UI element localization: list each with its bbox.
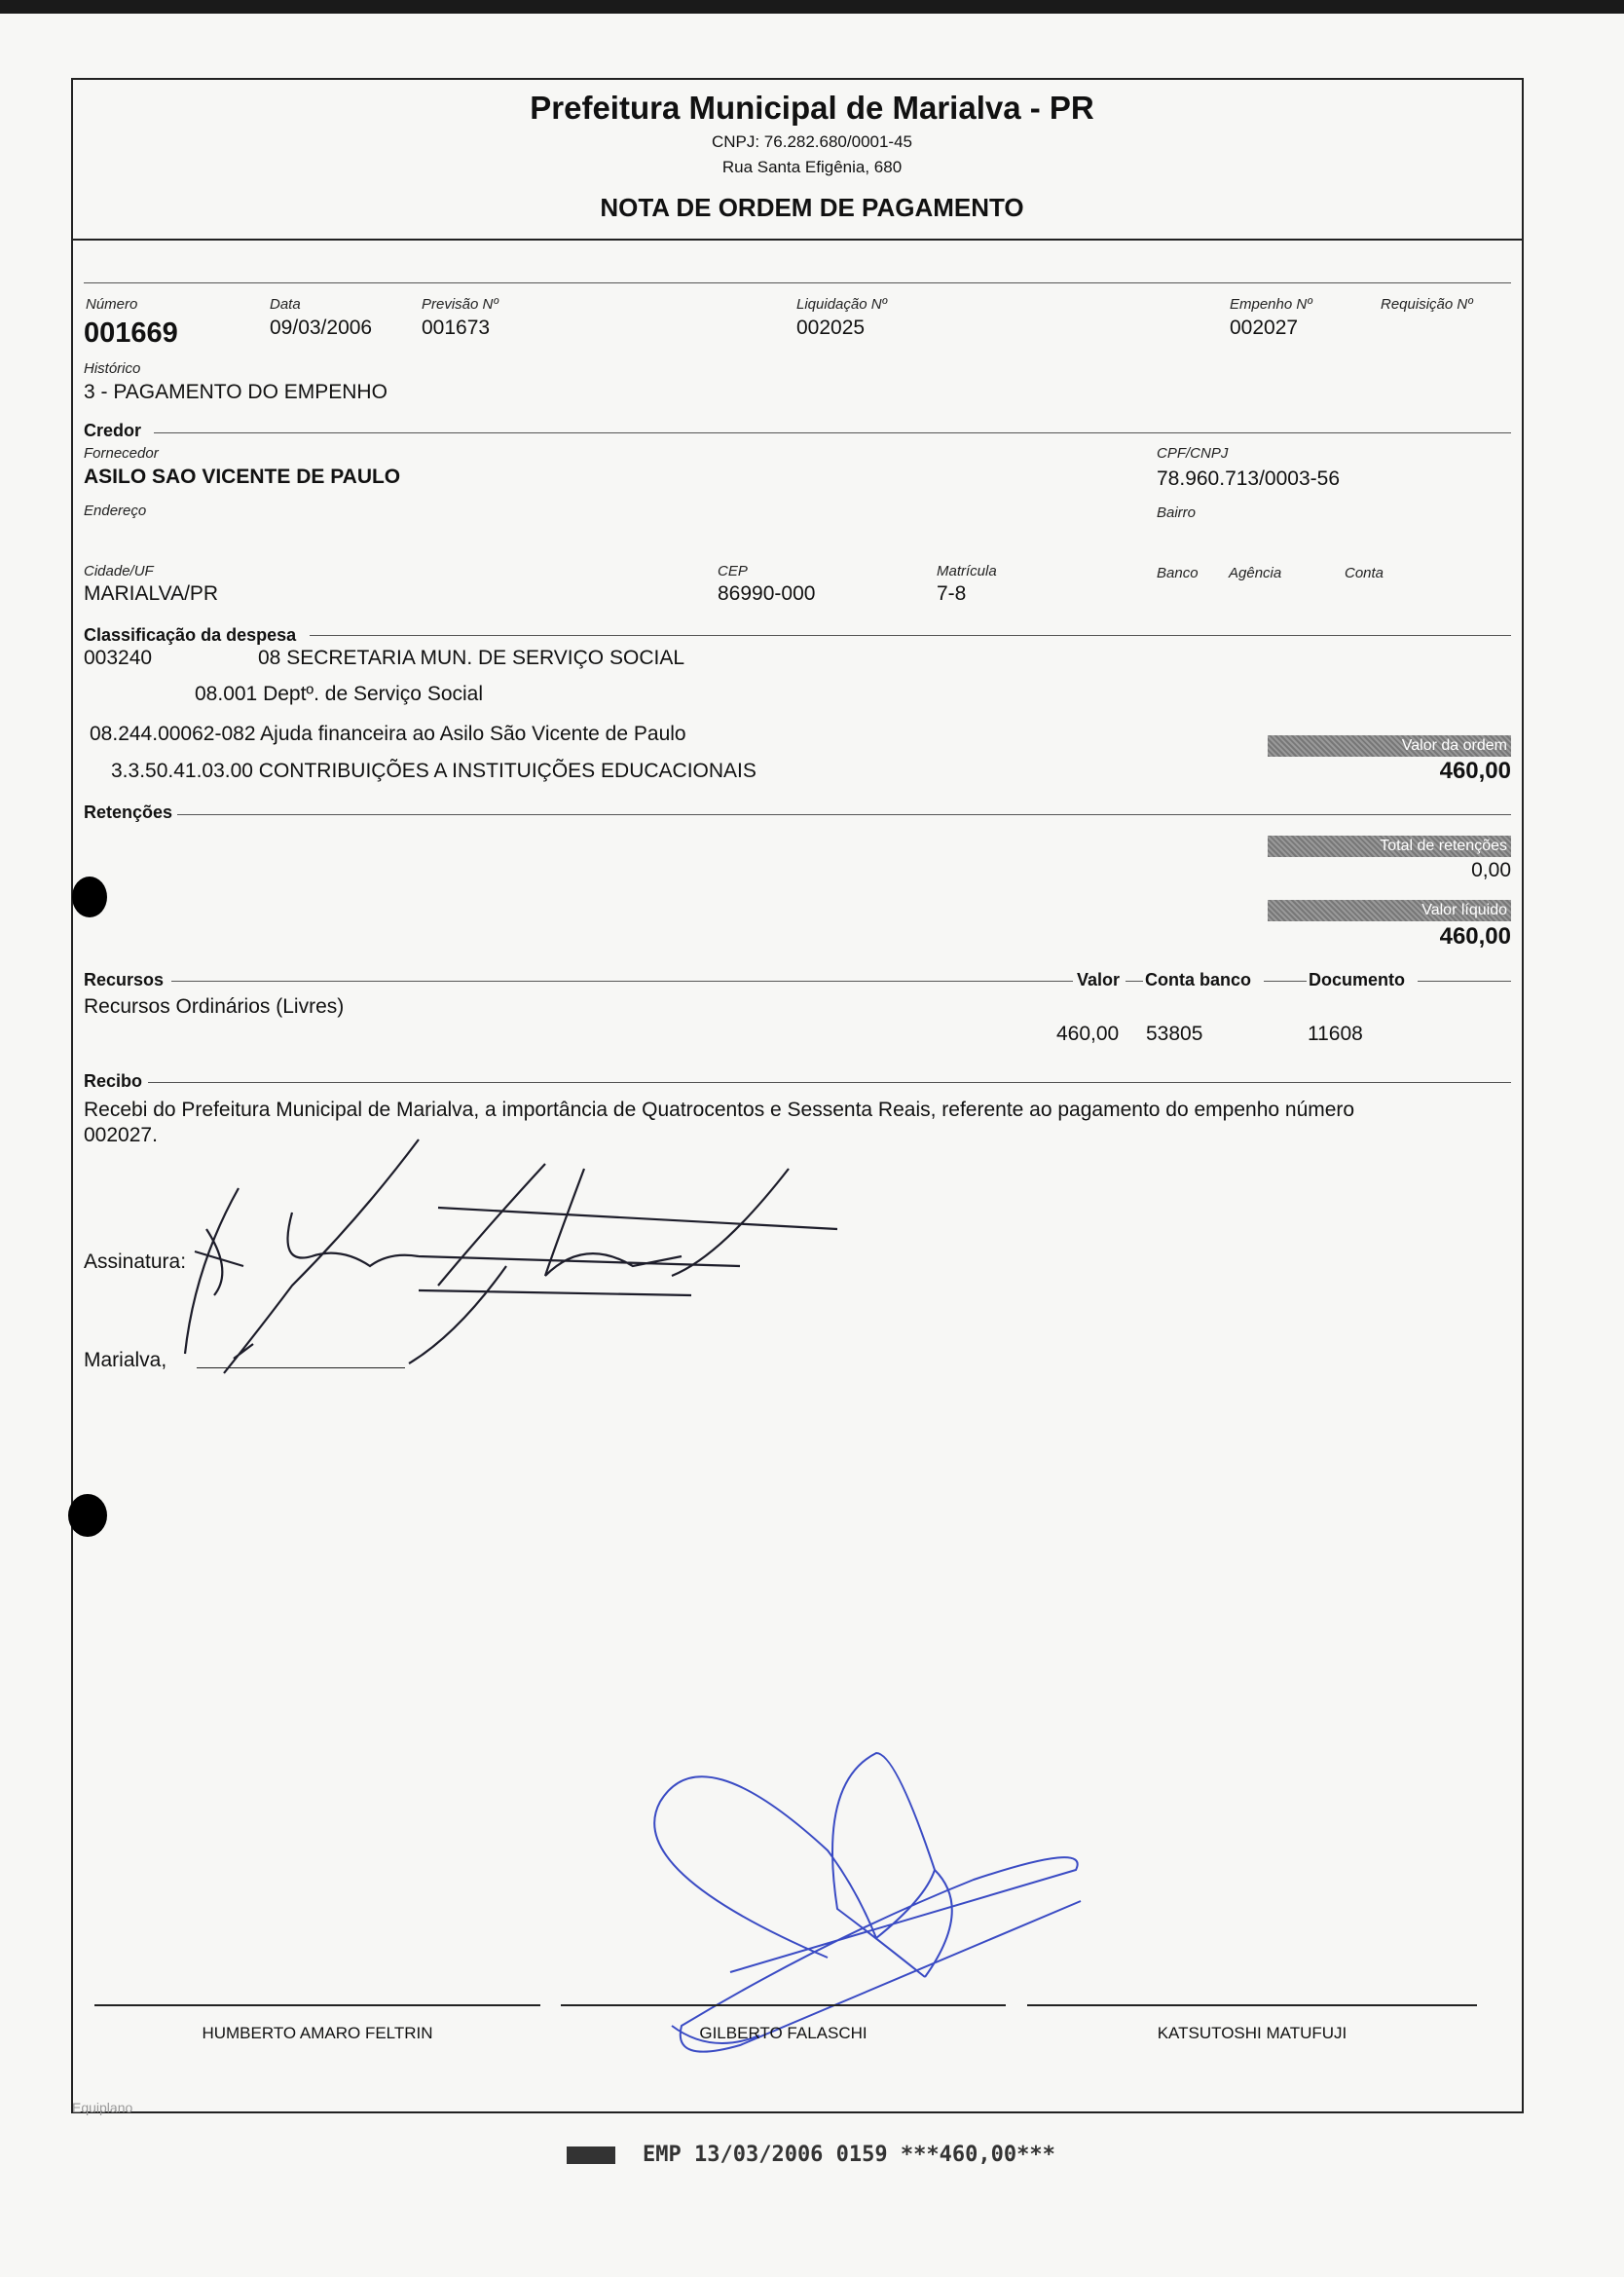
- cnpj-line: CNPJ: 76.282.680/0001-45: [711, 132, 913, 151]
- valor-ordem-value: 460,00: [1439, 758, 1511, 784]
- agencia-label: Agência: [1229, 565, 1282, 581]
- punch-hole-2: [68, 1494, 107, 1537]
- document-title: NOTA DE ORDEM DE PAGAMENTO: [600, 193, 1024, 222]
- payment-stamp: EMP 13/03/2006 0159 ***460,00***: [643, 2143, 1055, 2167]
- recibo-text-2: 002027.: [84, 1124, 158, 1146]
- signatory-2: GILBERTO FALASCHI: [699, 2024, 867, 2042]
- recibo-text: Recebi do Prefeitura Municipal de Marialva, a importância de Quatrocentos e Sessenta Reais, referente ao pagamento do empenho número: [84, 1099, 1355, 1121]
- data-value: 09/03/2006: [270, 317, 373, 339]
- classificacao-line1: 08 SECRETARIA MUN. DE SERVIÇO SOCIAL: [258, 647, 685, 669]
- data-label: Data: [270, 296, 301, 313]
- cpf-label: CPF/CNPJ: [1157, 445, 1229, 462]
- recursos-documento-label: Documento: [1309, 970, 1405, 989]
- credor-section: Credor: [84, 421, 142, 440]
- blue-signature: [654, 1753, 1081, 2052]
- cep-value: 86990-000: [718, 582, 816, 605]
- stamp-logo: [567, 2146, 615, 2164]
- punch-hole-1: [72, 877, 107, 917]
- recursos-valor-label: Valor: [1077, 970, 1121, 989]
- liquidacao-label: Liquidação Nº: [796, 296, 888, 313]
- classificacao-line2: 08.001 Deptº. de Serviço Social: [195, 683, 484, 705]
- historico-value: 3 - PAGAMENTO DO EMPENHO: [84, 381, 388, 403]
- classificacao-section: Classificação da despesa: [84, 625, 297, 645]
- empenho-label: Empenho Nº: [1230, 296, 1312, 313]
- recursos-section: Recursos: [84, 970, 165, 989]
- retencoes-section: Retenções: [84, 803, 173, 822]
- classificacao-line4: 3.3.50.41.03.00 CONTRIBUIÇÕES A INSTITUIÇÕES EDUCACIONAIS: [111, 760, 757, 782]
- requisicao-label: Requisição Nº: [1381, 296, 1473, 313]
- liquidacao-value: 002025: [796, 317, 866, 339]
- banco-label: Banco: [1157, 565, 1199, 581]
- fornecedor-label: Fornecedor: [84, 445, 159, 462]
- cpf-value: 78.960.713/0003-56: [1157, 467, 1341, 490]
- signature-line-2: [561, 2004, 1006, 2006]
- recibo-signature: [185, 1139, 837, 1373]
- recursos-documento: 11608: [1308, 1023, 1363, 1045]
- fornecedor-value: ASILO SAO VICENTE DE PAULO: [84, 466, 401, 488]
- matricula-label: Matrícula: [937, 563, 997, 579]
- classificacao-code: 003240: [84, 647, 153, 669]
- signature-line-1: [94, 2004, 540, 2006]
- cep-label: CEP: [718, 563, 748, 579]
- matricula-value: 7-8: [937, 582, 967, 605]
- recibo-section: Recibo: [84, 1071, 143, 1091]
- classificacao-line3: 08.244.00062-082 Ajuda financeira ao Asilo São Vicente de Paulo: [90, 723, 686, 745]
- numero-label: Número: [86, 296, 138, 313]
- previsao-value: 001673: [422, 317, 491, 339]
- total-retencoes-value: 0,00: [1471, 859, 1511, 881]
- municipality-title: Prefeitura Municipal de Marialva - PR: [530, 90, 1094, 126]
- cidade-label: Cidade/UF: [84, 563, 154, 579]
- assinatura-label: Assinatura:: [84, 1250, 187, 1273]
- signature-line-3: [1027, 2004, 1477, 2006]
- valor-liquido-label: Valor líquido: [1268, 900, 1511, 921]
- empenho-value: 002027: [1230, 317, 1299, 339]
- recursos-descricao: Recursos Ordinários (Livres): [84, 995, 345, 1018]
- software-credit: Equiplano: [72, 2100, 133, 2115]
- previsao-label: Previsão Nº: [422, 296, 498, 313]
- marialva-label: Marialva,: [84, 1349, 167, 1371]
- recursos-conta-label: Conta banco: [1145, 970, 1252, 989]
- valor-liquido-value: 460,00: [1439, 923, 1511, 950]
- recursos-valor: 460,00: [1056, 1023, 1120, 1045]
- endereco-label: Endereço: [84, 503, 147, 519]
- valor-ordem-label: Valor da ordem: [1268, 735, 1511, 757]
- address-line: Rua Santa Efigênia, 680: [721, 158, 903, 176]
- historico-label: Histórico: [84, 360, 141, 377]
- numero-value: 001669: [84, 317, 178, 349]
- total-retencoes-label: Total de retenções: [1268, 836, 1511, 857]
- conta-label: Conta: [1345, 565, 1384, 581]
- signatory-3: KATSUTOSHI MATUFUJI: [1157, 2024, 1347, 2042]
- bairro-label: Bairro: [1157, 504, 1197, 521]
- signatory-1: HUMBERTO AMARO FELTRIN: [202, 2024, 433, 2042]
- recursos-conta: 53805: [1146, 1023, 1203, 1045]
- cidade-value: MARIALVA/PR: [84, 582, 219, 605]
